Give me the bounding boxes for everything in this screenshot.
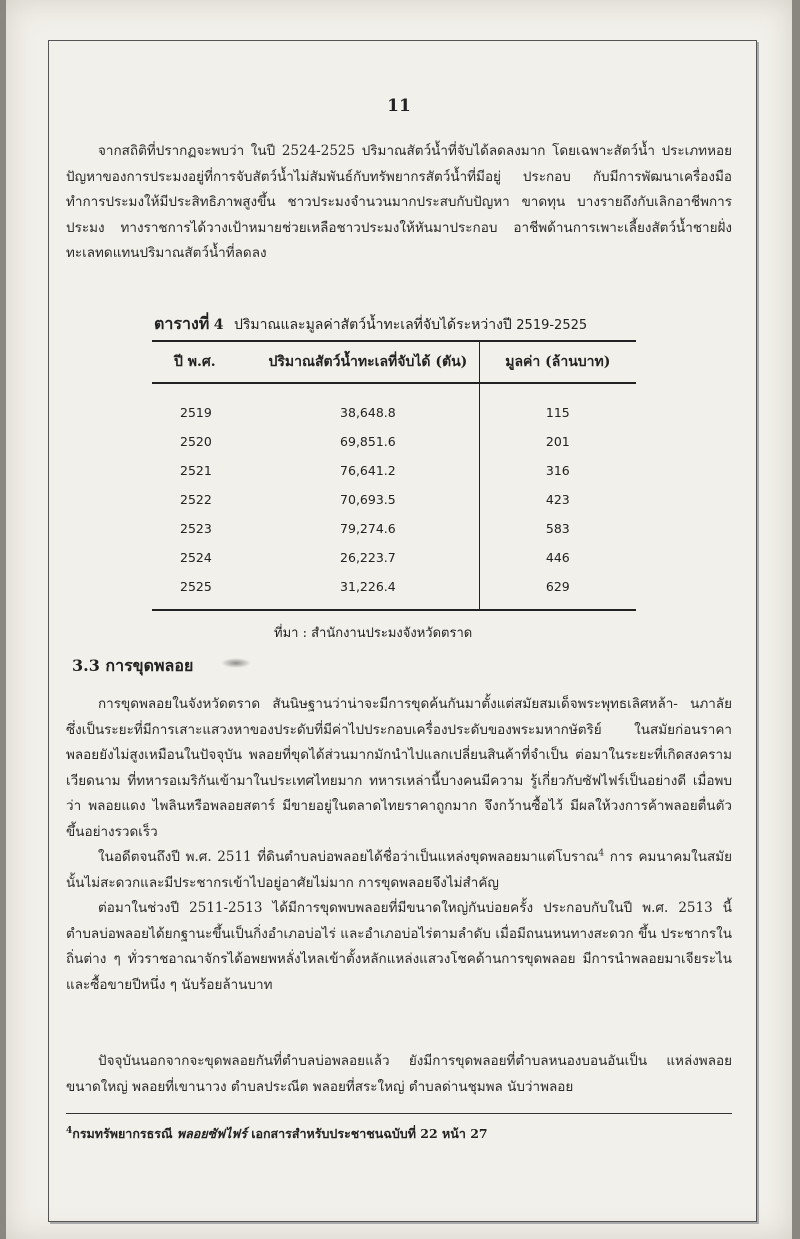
table-row: 2523 79,274.6 583 bbox=[152, 514, 636, 543]
paragraph-fishery-statistics: จากสถิติที่ปรากฏจะพบว่า ในปี 2524-2525 ปริมาณสัตว์น้ำที่จับได้ลดลงมาก โดยเฉพาะสัตว์น้ำ ประเภทหอย ปัญหาของการประมงอยู่ที่การจับสัตว์น้ำไม่สัมพันธ์กับทรัพยากรสัตว์น้ำที่มีอยู่ ประกอบ กับมีการพัฒนาเครื่องมือทำการประมงให้มีประสิทธิภาพสูงขึ้น ชาวประมงจำนวนมากประสบกับปัญหา ขาดทุน บางรายถึงกับเลิกอาชีพการประมง ทางราชการได้วางเป้าหมายช่วยเหลือชาวประมงให้หันมาประกอบ อาชีพด้านการเพาะเลี้ยงสัตว์น้ำชายฝั่งทะเลทดแทนปริมาณสัตว์น้ำที่ลดลง bbox=[66, 143, 732, 261]
table-row: 2521 76,641.2 316 bbox=[152, 456, 636, 485]
table-row: 2525 31,226.4 629 bbox=[152, 572, 636, 610]
table-row: 2524 26,223.7 446 bbox=[152, 543, 636, 572]
ink-smudge bbox=[221, 658, 251, 668]
header-year: ปี พ.ศ. bbox=[152, 341, 257, 383]
paragraph-mining-growth: ต่อมาในช่วงปี 2511-2513 ได้มีการขุดพบพลอยที่มีขนาดใหญ่กันบ่อยครั้ง ประกอบกับในปี พ.ศ. 2513 นี้ ตำบลบ่อพลอยได้ยกฐานะขึ้นเป็นกิ่งอำเภอบ่อไร่ และอำเภอบ่อไร่ตามลำดับ เมื่อมีถนนหนทางสะดวก ขึ้น ประชากรในถิ่นต่าง ๆ ทั่วราชอาณาจักรได้อพยพหลั่งไหลเข้าตั้งหลักแหล่งแสวงโชคด้านการขุดพลอย มีการนำพลอยมาเจียระไนและซื้อขายปีหนึ่ง ๆ นับร้อยล้านบาท bbox=[66, 900, 732, 993]
header-value: มูลค่า (ล้านบาท) bbox=[479, 341, 636, 383]
fishery-table bbox=[152, 340, 636, 611]
table-row: 2522 70,693.5 423 bbox=[152, 485, 636, 514]
header-quantity: ปริมาณสัตว์น้ำทะเลที่จับได้ (ตัน) bbox=[257, 341, 479, 383]
table-row: 2520 69,851.6 201 bbox=[152, 427, 636, 456]
footnote-ref: 4 bbox=[598, 848, 605, 859]
document-page bbox=[6, 0, 792, 1239]
table-caption: ตารางที่ 4 ปริมาณและมูลค่าสัตว์น้ำทะเลที่จับได้ระหว่างปี 2519-2525 bbox=[154, 314, 588, 333]
table-source: ที่มา : สำนักงานประมงจังหวัดตราด bbox=[274, 626, 473, 641]
paragraph-current-mining: ปัจจุบันนอกจากจะขุดพลอยกันที่ตำบลบ่อพลอยแล้ว ยังมีการขุดพลอยที่ตำบลหนองบอนอันเป็น แหล่งพลอยขนาดใหญ่ พลอยที่เขานาวง ตำบลประณีต พลอยที่สระใหญ่ ตำบลด่านชุมพล นับว่าพลอย bbox=[66, 1053, 732, 1095]
footnote: $^4$กรมทรัพยากรธรณี พลอยซัฟไฟร์ เอกสารสำหรับประชาชนฉบับที่ 22 หน้า 27 bbox=[66, 1125, 488, 1141]
table-header-row bbox=[152, 341, 636, 383]
section-heading: 3.3 การขุดพลอย bbox=[72, 656, 194, 675]
paragraph-gem-mining-history: การขุดพลอยในจังหวัดตราด สันนิษฐานว่าน่าจะมีการขุดค้นกันมาตั้งแต่สมัยสมเด็จพระพุทธเลิศหล้า- นภาลัย ซึ่งเป็นระยะที่มีการเสาะแสวงหาของประดับที่มีค่าไปประกอบเครื่องประดับของพระมหากษัตริย์ ในสมัยก่อนราคาพลอยยังไม่สูงเหมือนในปัจจุบัน พลอยที่ขุดได้ส่วนมากมักนำไปแลกเปลี่ยนสินค้าที่จำเป็น ต่อมาในระยะที่เกิดสงครามเวียดนาม ที่ทหารอเมริกันเข้ามาในประเทศไทยมาก ทหารเหล่านี้บางคนมีความ รู้เกี่ยวกับซัฟไฟร์เป็นอย่างดี เมื่อพบว่า พลอยแดง ไพลินหรือพลอยสตาร์ มีขายอยู่ในตลาดไทยราคาถูกมาก จึงกว้านซื้อไว้ มีผลให้วงการค้าพลอยตื่นตัวขึ้นอย่างรวดเร็ว bbox=[66, 696, 733, 840]
paragraph-bo-ploi-past: ในอดีตจนถึงปี พ.ศ. 2511 ที่ดินตำบลบ่อพลอยได้ชื่อว่าเป็นแหล่งขุดพลอยมาแต่โบราณ$^4$ การ คมนาคมในสมัยนั้นไม่สะดวกและมีประชากรเข้าไปอยู่อาศัยไม่มาก การขุดพลอยจึงไม่สำคัญ bbox=[66, 848, 733, 891]
table-row: 2519 38,648.8 115 bbox=[152, 383, 636, 427]
footnote-divider bbox=[66, 1113, 732, 1114]
page-number: 11 bbox=[387, 96, 411, 116]
